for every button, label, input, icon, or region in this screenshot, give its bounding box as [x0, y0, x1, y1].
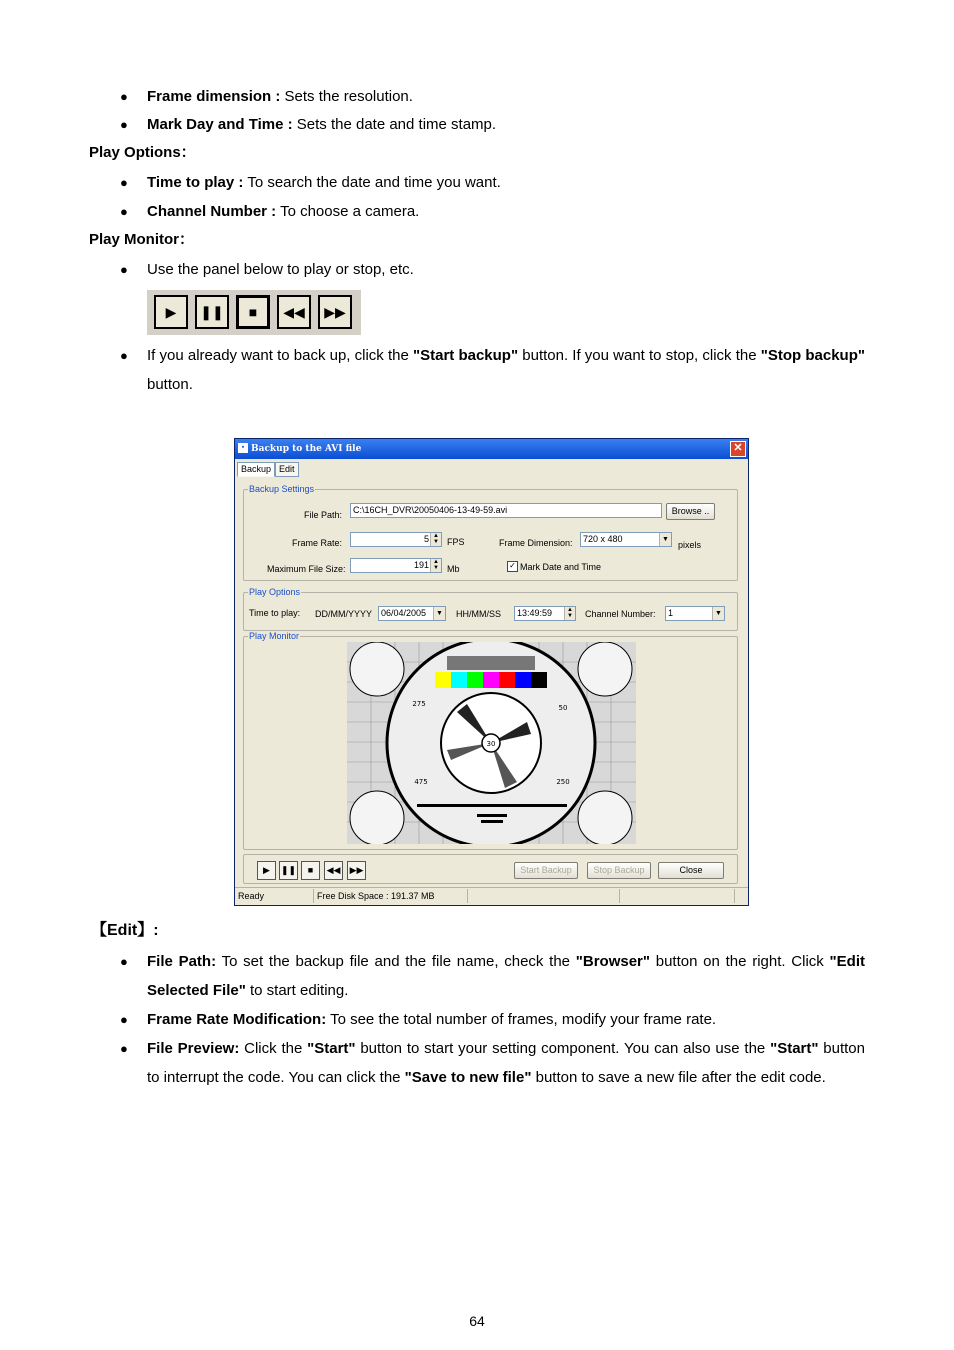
tab-backup[interactable]: Backup [237, 462, 275, 477]
time-input[interactable]: 13:49:59 ▲ ▼ [514, 606, 576, 621]
rewind-icon[interactable]: ◀◀ [277, 295, 311, 329]
bullet-icon: ● [120, 1012, 128, 1027]
close-icon[interactable]: ✕ [730, 441, 746, 457]
frame-dimension-select[interactable]: 720 x 480 ▼ [580, 532, 672, 547]
bullet-icon: ● [120, 262, 128, 277]
browse-button[interactable]: Browse .. [666, 503, 715, 520]
group-label: Play Monitor [249, 631, 300, 641]
list-item: File Path: To set the backup file and the file name, check the "Browser" button on the right. Click "Edit Selected File" to start editing. [147, 953, 865, 999]
test-pattern-image [347, 642, 636, 844]
backup-settings-group [243, 484, 738, 581]
status-bar [235, 887, 748, 905]
mark-date-checkbox[interactable]: ✓ [507, 561, 518, 572]
status-disk-space: Free Disk Space : 191.37 MB [314, 889, 468, 903]
list-item: Frame Rate Modification: To see the total number of frames, modify your frame rate. [147, 1011, 717, 1028]
stop-icon[interactable]: ■ [236, 295, 270, 329]
frame-rate-input[interactable]: 5 ▲ ▼ [350, 532, 442, 547]
pattern-label: 250 [556, 778, 570, 786]
page-number: 64 [469, 1313, 485, 1329]
dialog-title: Backup to the AVI file [251, 444, 362, 454]
file-path-label: File Path: [304, 510, 343, 520]
max-file-size-label: Maximum File Size: [267, 564, 346, 574]
time-format-label: HH/MM/SS [456, 609, 501, 619]
bullet-icon: ● [120, 117, 128, 132]
app-icon: ▪ [238, 443, 248, 453]
stop-backup-button[interactable]: Stop Backup [587, 862, 651, 879]
rewind-icon[interactable]: ◀◀ [324, 861, 343, 880]
play-monitor-group [243, 631, 738, 850]
bullet-icon: ● [120, 204, 128, 219]
frame-dimension-label: Frame Dimension: [499, 538, 573, 548]
status-ready: Ready [235, 889, 314, 903]
play-options-group [243, 587, 738, 631]
edit-heading: 【Edit】: [91, 922, 159, 939]
channel-select[interactable]: 1 ▼ [665, 606, 725, 621]
bullet-icon: ● [120, 954, 128, 969]
close-button[interactable]: Close [658, 862, 724, 879]
channel-number-label: Channel Number: [585, 609, 656, 619]
mark-date-label: Mark Date and Time [520, 562, 602, 572]
section-heading: Play Monitor： [89, 231, 195, 248]
pixels-unit: pixels [678, 540, 702, 550]
pattern-label: 50 [558, 704, 568, 712]
list-item: Mark Day and Time : Sets the date and time stamp. [147, 116, 497, 133]
list-item: File Preview: Click the "Start" button to start your setting component. You can also use the "Start" button to interrupt the code. You can click the "Save to new file" button to save a new file after the edit code. [147, 1040, 865, 1086]
tab-edit[interactable]: Edit [275, 462, 299, 477]
spin-icon[interactable]: ▲ ▼ [430, 559, 441, 572]
play-icon[interactable]: ▶ [257, 861, 276, 880]
pause-icon[interactable]: ❚❚ [279, 861, 298, 880]
status-panel [471, 889, 620, 903]
list-item: Frame dimension : Sets the resolution. [147, 88, 413, 105]
stop-icon[interactable]: ■ [301, 861, 320, 880]
spin-icon[interactable]: ▲ ▼ [564, 607, 575, 620]
time-to-play-label: Time to play: [249, 608, 301, 618]
bullet-icon: ● [120, 348, 128, 363]
fast-forward-icon[interactable]: ▶▶ [347, 861, 366, 880]
chevron-down-icon[interactable]: ▼ [433, 607, 445, 620]
playback-controls [147, 290, 361, 335]
control-bar [243, 854, 738, 884]
status-panel [621, 889, 735, 903]
play-icon[interactable]: ▶ [154, 295, 188, 329]
chevron-down-icon[interactable]: ▼ [712, 607, 724, 620]
chevron-down-icon[interactable]: ▼ [659, 533, 671, 546]
date-format-label: DD/MM/YYYY [315, 609, 373, 619]
backup-dialog [234, 438, 749, 906]
spin-icon[interactable]: ▲ ▼ [430, 533, 441, 546]
title-bar [235, 439, 748, 459]
bullet-icon: ● [120, 175, 128, 190]
pattern-label: 475 [414, 778, 428, 786]
section-heading: Play Options： [89, 144, 196, 161]
bullet-icon: ● [120, 89, 128, 104]
start-backup-button[interactable]: Start Backup [514, 862, 578, 879]
max-file-size-input[interactable]: 191 ▲ ▼ [350, 558, 442, 573]
pattern-label: 30 [486, 740, 496, 748]
group-label: Backup Settings [249, 484, 315, 494]
backup-paragraph: If you already want to back up, click the "Start backup" button. If you want to stop, click the "Stop backup" button. [147, 347, 865, 393]
fast-forward-icon[interactable]: ▶▶ [318, 295, 352, 329]
list-item: Time to play : To search the date and time you want. [147, 174, 501, 191]
mb-unit: Mb [447, 564, 460, 574]
date-select[interactable]: 06/04/2005 ▼ [378, 606, 446, 621]
frame-rate-label: Frame Rate: [292, 538, 343, 548]
pattern-label: 275 [412, 700, 426, 708]
bullet-icon: ● [120, 1041, 128, 1056]
pause-icon[interactable]: ❚❚ [195, 295, 229, 329]
file-path-input[interactable]: C:\16CH_DVR\20050406-13-49-59.avi [350, 503, 662, 518]
group-label: Play Options [249, 587, 301, 597]
list-item: Channel Number : To choose a camera. [147, 203, 420, 220]
fps-unit: FPS [447, 537, 465, 547]
list-item: Use the panel below to play or stop, etc. [147, 261, 414, 278]
